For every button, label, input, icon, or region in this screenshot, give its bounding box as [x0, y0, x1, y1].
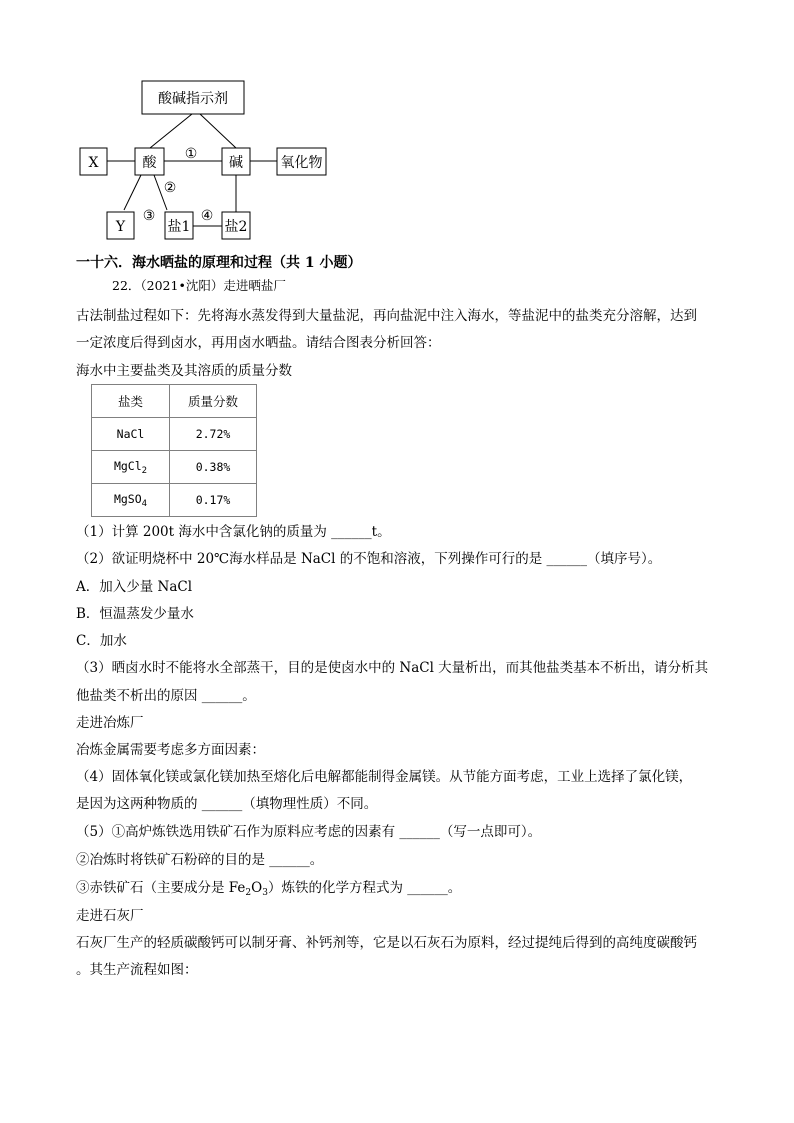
intro-line-1: 古法制盐过程如下：先将海水蒸发得到大量盐泥，再向盐泥中注入海水，等盐泥中的盐类充分溶解，达到 [76, 308, 697, 324]
lime-heading: 走进石灰厂 [76, 908, 144, 924]
section-heading: 一十六．海水晒盐的原理和过程（共 1 小题） [76, 255, 362, 271]
salt-table [91, 384, 257, 517]
smelter-intro: 冶炼金属需要考虑多方面因素： [76, 742, 265, 758]
option-b: B．恒温蒸发少量水 [76, 606, 194, 622]
oxide-label: 氧化物 [280, 155, 323, 171]
lime-line-2: 。其生产流程如图： [76, 962, 198, 978]
question-5: （5）①高炉炼铁选用铁矿石作为原料应考虑的因素有 ______（写一点即可）。 [76, 824, 542, 840]
salt1-label: 盐1 [167, 219, 191, 235]
question-number: 22．（2021•沈阳）走进晒盐厂 [112, 278, 286, 293]
line-indicator-base [200, 114, 236, 148]
question-4-line-1: （4）固体氧化镁或氯化镁加热至熔化后电解都能制得金属镁。从节能方面考虑，工业上选择了氯化镁， [76, 769, 693, 785]
marker-3: ③ [142, 208, 156, 224]
salt-name-cell: NaCl [92, 418, 170, 451]
x-label: X [88, 155, 99, 171]
table-row [92, 418, 257, 451]
acid-base-relationship-diagram [0, 0, 794, 250]
question-4-line-2: 是因为这两种物质的 ______（填物理性质）不同。 [76, 796, 378, 812]
salt-name-cell: MgSO$_4$ [92, 484, 170, 517]
table-row [92, 451, 257, 484]
option-a: A．加入少量 NaCl [76, 579, 193, 595]
lime-line-1: 石灰厂生产的轻质碳酸钙可以制牙膏、补钙剂等，它是以石灰石为原料，经过提纯后得到的高纯度碳酸钙 [76, 935, 697, 951]
header-salt: 盐类 [92, 385, 170, 418]
line-indicator-acid [150, 114, 192, 148]
marker-1: ① [184, 146, 198, 162]
option-c: C．加水 [76, 633, 127, 649]
mass-fraction-cell: 2.72% [170, 418, 257, 451]
mass-fraction-cell: 0.38% [170, 451, 257, 484]
marker-4: ④ [200, 208, 214, 224]
table-title: 海水中主要盐类及其溶质的质量分数 [76, 363, 292, 379]
salt2-label: 盐2 [224, 219, 248, 235]
question-3-line-2: 他盐类不析出的原因 ______。 [76, 688, 256, 704]
line-acid-y [124, 175, 141, 210]
marker-2: ② [163, 180, 177, 196]
table-header-row [92, 385, 257, 418]
base-label: 碱 [229, 155, 243, 171]
question-3-line-1: （3）晒卤水时不能将水全部蒸干，目的是使卤水中的 NaCl 大量析出，而其他盐类基本不析出，请分析其 [76, 660, 709, 676]
smelter-heading: 走进冶炼厂 [76, 715, 144, 731]
question-1: （1）计算 200t 海水中含氯化钠的质量为 ______t。 [76, 524, 391, 540]
mass-fraction-cell: 0.17% [170, 484, 257, 517]
header-mass-fraction: 质量分数 [170, 385, 257, 418]
indicator-label: 酸碱指示剂 [158, 91, 228, 107]
table-row [92, 484, 257, 517]
intro-line-2: 一定浓度后得到卤水，再用卤水晒盐。请结合图表分析回答： [76, 335, 441, 351]
salt-name-cell: MgCl$_2$ [92, 451, 170, 484]
acid-label: 酸 [142, 155, 157, 171]
question-5-part-3: ③赤铁矿石（主要成分是 $Fe_2O_3$）炼铁的化学方程式为 ______。 [76, 880, 462, 898]
question-2: （2）欲证明烧杯中 20℃海水样品是 NaCl 的不饱和溶液，下列操作可行的是 ______（填序号）。 [76, 551, 662, 567]
y-label: Y [115, 219, 126, 235]
question-5-part-2: ②冶炼时将铁矿石粉碎的目的是 ______。 [76, 852, 324, 868]
